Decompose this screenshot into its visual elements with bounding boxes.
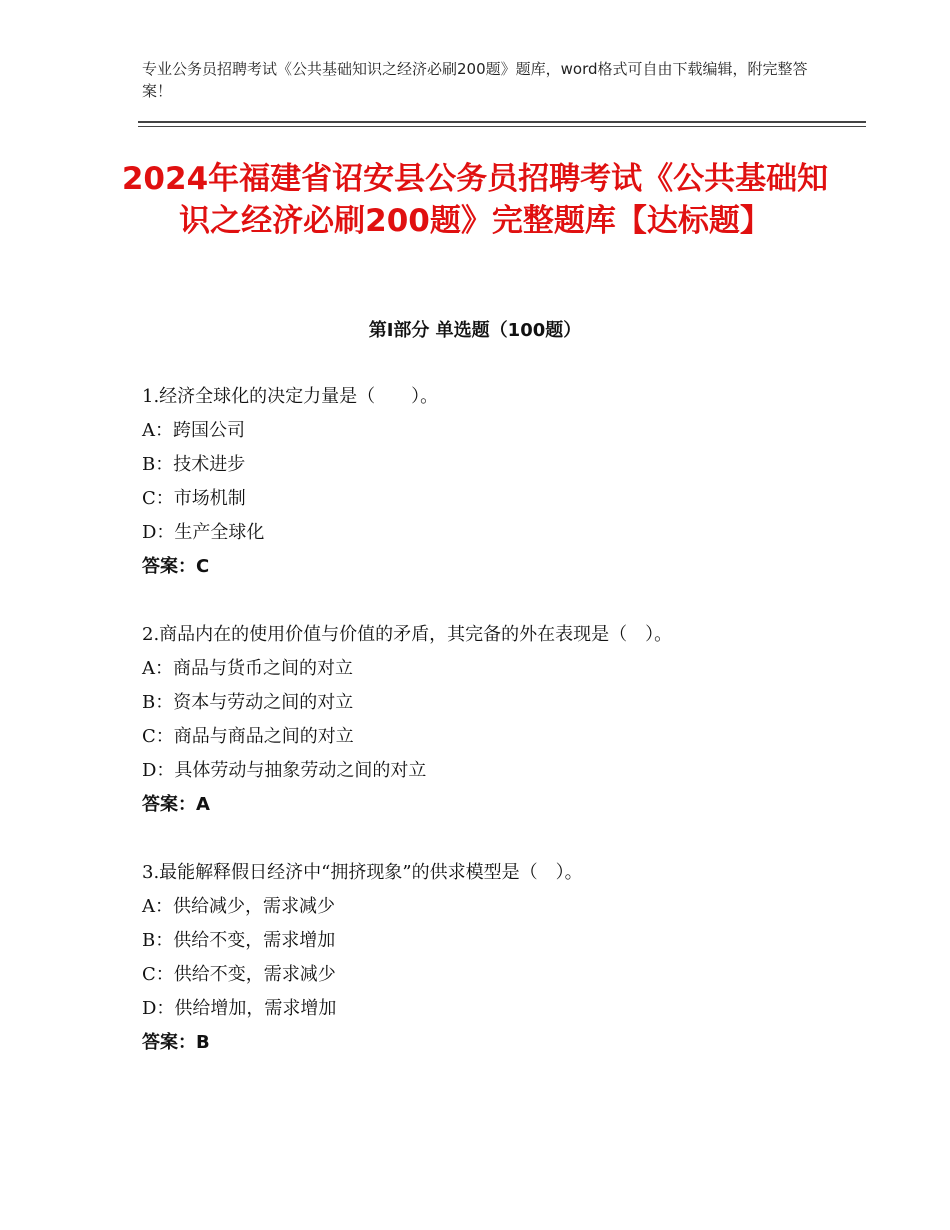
question-stem: 2.商品内在的使用价值与价值的矛盾，其完备的外在表现是（ ）。: [142, 624, 673, 645]
answer: 答案：B: [142, 1032, 210, 1053]
option-b: B：技术进步: [142, 454, 246, 475]
option-a: A：跨国公司: [142, 420, 245, 441]
option-d: D：具体劳动与抽象劳动之间的对立: [142, 760, 427, 781]
option-d: D：生产全球化: [142, 522, 265, 543]
question-1: [142, 380, 862, 584]
question-stem: 3.最能解释假日经济中“拥挤现象”的供求模型是（ ）。: [142, 862, 583, 883]
answer: 答案：C: [142, 556, 210, 577]
option-c: C：供给不变，需求减少: [142, 964, 336, 985]
option-b: B：资本与劳动之间的对立: [142, 692, 354, 713]
option-b: B：供给不变，需求增加: [142, 930, 336, 951]
option-a: A：商品与货币之间的对立: [142, 658, 353, 679]
section-title: 第Ⅰ部分 单选题（100题）: [368, 320, 582, 341]
header-rule-thick: [138, 121, 866, 123]
answer: 答案：A: [142, 794, 210, 815]
option-d: D：供给增加，需求增加: [142, 998, 337, 1019]
question-2: [142, 618, 862, 822]
question-stem: 1.经济全球化的决定力量是（ ）。: [142, 386, 439, 407]
option-c: C：商品与商品之间的对立: [142, 726, 354, 747]
header-note: 专业公务员招聘考试《公共基础知识之经济必刷200题》题库，word格式可自由下载编辑，附完整答案！: [142, 60, 808, 100]
question-3: [142, 856, 862, 1060]
option-c: C：市场机制: [142, 488, 246, 509]
header-rule-thin: [138, 126, 866, 127]
option-a: A：供给减少，需求减少: [142, 896, 335, 917]
document-title: 2024年福建省诏安县公务员招聘考试《公共基础知识之经济必刷200题》完整题库【达标题】: [121, 161, 829, 239]
